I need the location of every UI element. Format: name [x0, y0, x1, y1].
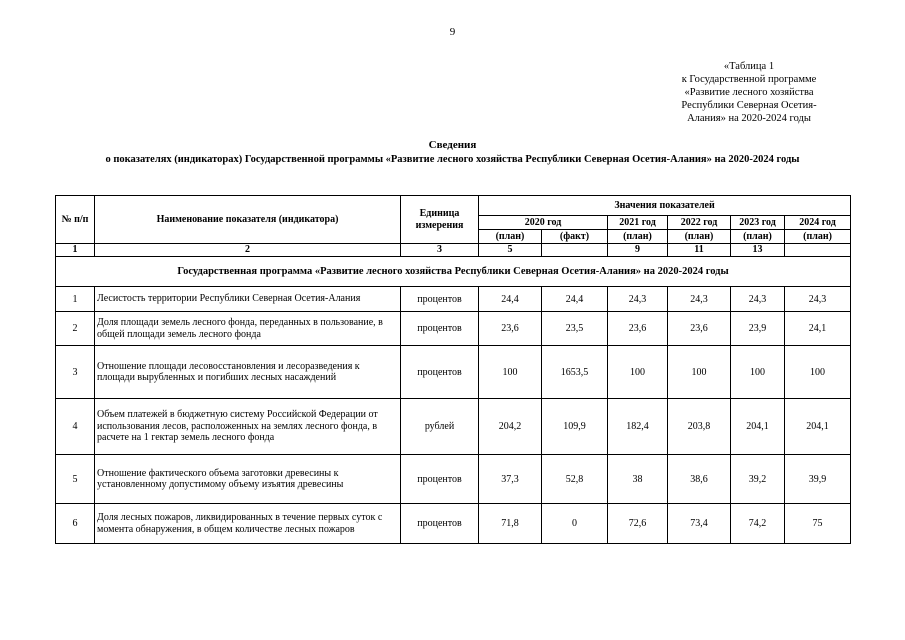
table-row [56, 312, 851, 346]
value-2023-plan: 100 [731, 346, 785, 399]
indicator-unit: рублей [401, 399, 479, 455]
value-2023-plan: 204,1 [731, 399, 785, 455]
value-2021-plan: 72,6 [608, 504, 668, 544]
value-2024-plan: 24,3 [785, 287, 851, 312]
value-2020-fact: 23,5 [542, 312, 608, 346]
header-sub: (план) [479, 230, 542, 244]
indicator-name: Доля площади земель лесного фонда, переданных в пользование, в общей площади земель лесного фонда [95, 312, 401, 346]
value-2023-plan: 24,3 [731, 287, 785, 312]
document-title: Сведения [428, 139, 477, 151]
annex-line: к Государственной программе [681, 74, 817, 85]
indicator-unit: процентов [401, 455, 479, 504]
header-values-group: Значения показателей [479, 196, 851, 216]
value-2022-plan: 23,6 [668, 312, 731, 346]
indicator-name: Отношение фактического объема заготовки древесины к установленному допустимому объему изъятия древесины [95, 455, 401, 504]
column-index: 11 [668, 244, 731, 257]
indicator-name: Объем платежей в бюджетную систему Российской Федерации от использования лесов, расположенных на землях лесного фонда, в расчете на 1 гектар земель лесного фонда [95, 399, 401, 455]
value-2023-plan: 74,2 [731, 504, 785, 544]
header-year-2024: 2024 год [785, 216, 851, 230]
value-2023-plan: 39,2 [731, 455, 785, 504]
indicator-unit: процентов [401, 287, 479, 312]
header-sub: (план) [785, 230, 851, 244]
table-row [56, 287, 851, 312]
indicator-name: Отношение площади лесовосстановления и лесоразведения к площади вырубленных и погибших лесных насаждений [95, 346, 401, 399]
value-2021-plan: 38 [608, 455, 668, 504]
column-index: 2 [95, 244, 401, 257]
value-2024-plan: 100 [785, 346, 851, 399]
row-number: 2 [56, 312, 95, 346]
value-2022-plan: 73,4 [668, 504, 731, 544]
value-2022-plan: 24,3 [668, 287, 731, 312]
header-sub: (план) [668, 230, 731, 244]
value-2020-plan: 23,6 [479, 312, 542, 346]
column-index [785, 244, 851, 257]
annex-line: «Развитие лесного хозяйства [684, 87, 814, 98]
value-2020-fact: 109,9 [542, 399, 608, 455]
header-unit: Единица измерения [401, 196, 479, 244]
header-year-2022: 2022 год [668, 216, 731, 230]
value-2021-plan: 182,4 [608, 399, 668, 455]
column-index: 9 [608, 244, 668, 257]
document-subtitle: о показателях (индикаторах) Государственной программы «Развитие лесного хозяйства Республики Северная Осетия-Алания» на 2020-2024 годы [105, 154, 800, 165]
value-2020-fact: 1653,5 [542, 346, 608, 399]
value-2021-plan: 100 [608, 346, 668, 399]
value-2020-plan: 71,8 [479, 504, 542, 544]
annex-line: Республики Северная Осетия- [681, 100, 817, 111]
header-sub: (план) [608, 230, 668, 244]
value-2024-plan: 204,1 [785, 399, 851, 455]
header-year-2023: 2023 год [731, 216, 785, 230]
indicator-name: Лесистость территории Республики Северная Осетия-Алания [95, 287, 401, 312]
header-year-2021: 2021 год [608, 216, 668, 230]
value-2022-plan: 38,6 [668, 455, 731, 504]
value-2024-plan: 24,1 [785, 312, 851, 346]
row-number: 6 [56, 504, 95, 544]
table-row [56, 399, 851, 455]
value-2020-fact: 24,4 [542, 287, 608, 312]
value-2024-plan: 75 [785, 504, 851, 544]
header-name: Наименование показателя (индикатора) [95, 196, 401, 244]
value-2020-plan: 204,2 [479, 399, 542, 455]
row-number: 4 [56, 399, 95, 455]
column-index: 5 [479, 244, 542, 257]
header-num: № п/п [56, 196, 95, 244]
column-index [542, 244, 608, 257]
value-2020-plan: 24,4 [479, 287, 542, 312]
value-2020-fact: 0 [542, 504, 608, 544]
indicator-unit: процентов [401, 504, 479, 544]
annex-line: Алания» на 2020-2024 годы [687, 113, 811, 124]
annex-line: «Таблица 1 [723, 61, 775, 72]
header-sub: (факт) [542, 230, 608, 244]
column-index: 3 [401, 244, 479, 257]
table-row [56, 504, 851, 544]
value-2022-plan: 203,8 [668, 399, 731, 455]
row-number: 3 [56, 346, 95, 399]
indicator-unit: процентов [401, 346, 479, 399]
value-2023-plan: 23,9 [731, 312, 785, 346]
header-year-2020: 2020 год [479, 216, 608, 230]
row-number: 1 [56, 287, 95, 312]
value-2020-fact: 52,8 [542, 455, 608, 504]
value-2024-plan: 39,9 [785, 455, 851, 504]
value-2022-plan: 100 [668, 346, 731, 399]
column-index: 1 [56, 244, 95, 257]
indicator-name: Доля лесных пожаров, ликвидированных в течение первых суток с момента обнаружения, в общем количестве лесных пожаров [95, 504, 401, 544]
section-title: Государственная программа «Развитие лесного хозяйства Республики Северная Осетия-Алания» на 2020-2024 годы [56, 257, 851, 287]
value-2020-plan: 37,3 [479, 455, 542, 504]
indicator-unit: процентов [401, 312, 479, 346]
column-index: 13 [731, 244, 785, 257]
page-number: 9 [449, 26, 456, 38]
header-sub: (план) [731, 230, 785, 244]
table-row [56, 346, 851, 399]
value-2021-plan: 23,6 [608, 312, 668, 346]
indicators-table [55, 195, 851, 544]
value-2021-plan: 24,3 [608, 287, 668, 312]
value-2020-plan: 100 [479, 346, 542, 399]
table-row [56, 455, 851, 504]
row-number: 5 [56, 455, 95, 504]
annex-note [646, 60, 852, 125]
